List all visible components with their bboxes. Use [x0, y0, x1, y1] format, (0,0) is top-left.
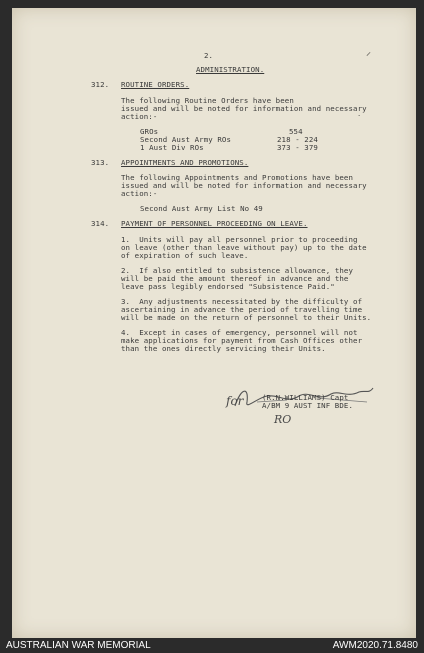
page-number: 2. — [204, 51, 214, 60]
army-list-reference: Second Aust Army List No 49 — [140, 204, 263, 213]
order-name-2: Second Aust Army ROs — [140, 135, 231, 144]
para-2-line-2: will be paid the amount thereof in advance and the — [121, 274, 349, 283]
document-page — [12, 8, 416, 638]
order-ref-3: 373 - 379 — [277, 143, 318, 152]
section-312-number: 312. — [91, 80, 110, 89]
signatory-role: A/BM 9 AUST INF BDE. — [262, 401, 353, 410]
section-313-title: APPOINTMENTS AND PROMOTIONS. — [121, 158, 249, 167]
section-314-title: PAYMENT OF PERSONNEL PROCEEDING ON LEAVE. — [121, 219, 308, 228]
order-ref-2: 218 - 224 — [277, 135, 318, 144]
section-313-line-1: The following Appointments and Promotions have been — [121, 173, 354, 182]
pencil-for-mark: for — [226, 394, 244, 408]
para-2-line-3: leave pass legibly endorsed "Subsistence Paid." — [121, 282, 335, 291]
para-4-line-2: make applications for payment from Cash Offices other — [121, 336, 363, 345]
section-314-number: 314. — [91, 219, 110, 228]
heading-administration: ADMINISTRATION. — [196, 65, 265, 74]
para-1-line-1: 1. Units will pay all personnel prior to proceeding — [121, 235, 358, 244]
handwritten-initials: RO — [274, 413, 292, 426]
section-313-number: 313. — [91, 158, 110, 167]
order-name-1: GROs — [140, 127, 159, 136]
para-1-line-3: of expiration of such leave. — [121, 251, 249, 260]
pencil-dot-mark: · — [358, 112, 361, 120]
signatory-name: (R.N.WILLIAMS) Capt — [262, 393, 349, 402]
para-4-line-3: than the ones directly servicing their Units. — [121, 344, 326, 353]
para-2-line-1: 2. If also entitled to subsistence allowance, they — [121, 266, 354, 275]
order-name-3: 1 Aust Div ROs — [140, 143, 204, 152]
footer-archive-name: AUSTRALIAN WAR MEMORIAL — [6, 640, 151, 651]
para-3-line-1: 3. Any adjustments necessitated by the difficulty of — [121, 297, 363, 306]
para-4-line-1: 4. Except in cases of emergency, personnel will not — [121, 328, 358, 337]
section-313-line-3: action:- — [121, 189, 158, 198]
section-312-line-3: action:- — [121, 112, 158, 121]
section-312-title: ROUTINE ORDERS. — [121, 80, 190, 89]
handwritten-tick-mark: ⸝ — [366, 47, 371, 58]
para-3-line-2: ascertaining in advance the period of travelling time — [121, 305, 363, 314]
para-3-line-3: will be made on the return of personnel to their Units. — [121, 313, 372, 322]
para-1-line-2: on leave (other than leave without pay) up to the date — [121, 243, 367, 252]
order-ref-1: 554 — [289, 127, 303, 136]
section-312-line-2: issued and will be noted for information and necessary — [121, 104, 367, 113]
footer-accession-number: AWM2020.71.8480 — [332, 640, 418, 651]
section-313-line-2: issued and will be noted for information and necessary — [121, 181, 367, 190]
section-312-line-1: The following Routine Orders have been — [121, 96, 294, 105]
